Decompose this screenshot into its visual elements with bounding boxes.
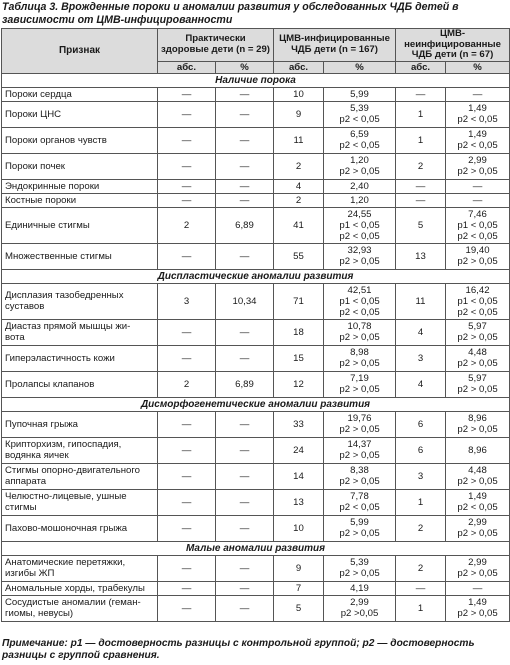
- healthy-abs: —: [158, 153, 216, 179]
- table-row: [2, 207, 510, 243]
- healthy-abs: —: [158, 581, 216, 595]
- row-label: Множественные стигмы: [2, 243, 158, 269]
- cmv-infected-abs: 11: [274, 127, 324, 153]
- row-label: Пороки сердца: [2, 87, 158, 101]
- section-title: Малые аномалии развития: [2, 541, 510, 555]
- row-label: Костные пороки: [2, 193, 158, 207]
- cmv-uninfected-abs: 13: [396, 243, 446, 269]
- healthy-pct: —: [216, 179, 274, 193]
- cmv-uninfected-abs: 6: [396, 437, 446, 463]
- cmv-infected-abs: 2: [274, 193, 324, 207]
- healthy-abs: —: [158, 345, 216, 371]
- header-abs: абс.: [274, 61, 324, 73]
- cmv-uninfected-pct: 1,49 p2 < 0,05: [446, 127, 510, 153]
- healthy-abs: 2: [158, 207, 216, 243]
- cmv-uninfected-pct: 1,49 p2 < 0,05: [446, 489, 510, 515]
- cmv-uninfected-pct: 19,40 p2 > 0,05: [446, 243, 510, 269]
- healthy-pct: —: [216, 345, 274, 371]
- cmv-infected-pct: 5,39 p2 > 0,05: [324, 555, 396, 581]
- cmv-infected-pct: 14,37 p2 > 0,05: [324, 437, 396, 463]
- cmv-infected-abs: 9: [274, 101, 324, 127]
- section-row: [2, 541, 510, 555]
- header-group-cmv-uninfected: ЦМВ-неинфицированные ЧДБ дети (n = 67): [396, 29, 510, 62]
- cmv-uninfected-pct: 16,42 p1 < 0,05 p2 < 0,05: [446, 283, 510, 319]
- cmv-infected-pct: 8,38 p2 > 0,05: [324, 463, 396, 489]
- section-row: [2, 73, 510, 87]
- cmv-infected-abs: 2: [274, 153, 324, 179]
- table-row: [2, 283, 510, 319]
- cmv-infected-abs: 4: [274, 179, 324, 193]
- header-pct: %: [216, 61, 274, 73]
- healthy-pct: —: [216, 243, 274, 269]
- table-row: [2, 581, 510, 595]
- healthy-pct: 6,89: [216, 207, 274, 243]
- cmv-uninfected-pct: 4,48 p2 > 0,05: [446, 345, 510, 371]
- healthy-pct: —: [216, 193, 274, 207]
- table-caption: Таблица 3. Врожденные пороки и аномалии развития у обследованных ЧДБ детей в зависимости от ЦМВ-инфицированности: [2, 1, 459, 26]
- cmv-infected-abs: 71: [274, 283, 324, 319]
- cmv-uninfected-pct: 8,96 p2 > 0,05: [446, 411, 510, 437]
- section-row: [2, 397, 510, 411]
- section-row: [2, 269, 510, 283]
- header-abs: абс.: [396, 61, 446, 73]
- table-row: [2, 179, 510, 193]
- row-label: Аномальные хорды, трабекулы: [2, 581, 158, 595]
- cmv-uninfected-pct: —: [446, 179, 510, 193]
- cmv-infected-pct: 5,39 p2 < 0,05: [324, 101, 396, 127]
- table-row: [2, 489, 510, 515]
- healthy-abs: —: [158, 489, 216, 515]
- row-label: Пролапсы клапанов: [2, 371, 158, 397]
- healthy-pct: —: [216, 489, 274, 515]
- healthy-abs: —: [158, 243, 216, 269]
- cmv-infected-abs: 41: [274, 207, 324, 243]
- healthy-pct: —: [216, 127, 274, 153]
- table-row: [2, 371, 510, 397]
- cmv-uninfected-abs: —: [396, 87, 446, 101]
- healthy-abs: —: [158, 463, 216, 489]
- healthy-abs: —: [158, 595, 216, 621]
- cmv-infected-pct: 32,93 p2 > 0,05: [324, 243, 396, 269]
- healthy-pct: —: [216, 153, 274, 179]
- row-label: Сосудистые аномалии (геман- гиомы, невусы): [2, 595, 158, 621]
- healthy-abs: 2: [158, 371, 216, 397]
- row-label: Пороки почек: [2, 153, 158, 179]
- healthy-abs: —: [158, 193, 216, 207]
- cmv-uninfected-pct: —: [446, 87, 510, 101]
- healthy-abs: —: [158, 87, 216, 101]
- healthy-abs: —: [158, 101, 216, 127]
- cmv-uninfected-pct: 1,49 p2 < 0,05: [446, 101, 510, 127]
- cmv-infected-pct: 1,20 p2 > 0,05: [324, 153, 396, 179]
- cmv-uninfected-abs: 11: [396, 283, 446, 319]
- cmv-infected-pct: 24,55 p1 < 0,05 p2 < 0,05: [324, 207, 396, 243]
- table-row: [2, 411, 510, 437]
- cmv-uninfected-abs: —: [396, 193, 446, 207]
- cmv-uninfected-abs: —: [396, 179, 446, 193]
- header-priznak: Признак: [2, 29, 158, 74]
- row-label: Челюстно-лицевые, ушные стигмы: [2, 489, 158, 515]
- cmv-uninfected-abs: 1: [396, 127, 446, 153]
- cmv-uninfected-pct: —: [446, 581, 510, 595]
- healthy-abs: —: [158, 127, 216, 153]
- cmv-uninfected-pct: 2,99 p2 > 0,05: [446, 153, 510, 179]
- header-abs: абс.: [158, 61, 216, 73]
- cmv-infected-abs: 13: [274, 489, 324, 515]
- cmv-uninfected-abs: 4: [396, 371, 446, 397]
- cmv-infected-abs: 33: [274, 411, 324, 437]
- table-row: [2, 437, 510, 463]
- row-label: Анатомические перетяжки, изгибы ЖП: [2, 555, 158, 581]
- cmv-uninfected-pct: 8,96: [446, 437, 510, 463]
- cmv-infected-pct: 2,99 p2 >0,05: [324, 595, 396, 621]
- cmv-infected-abs: 55: [274, 243, 324, 269]
- cmv-uninfected-abs: 4: [396, 319, 446, 345]
- healthy-abs: 3: [158, 283, 216, 319]
- row-label: Пороки органов чувств: [2, 127, 158, 153]
- healthy-pct: —: [216, 101, 274, 127]
- cmv-uninfected-pct: 2,99 p2 > 0,05: [446, 555, 510, 581]
- cmv-uninfected-abs: 1: [396, 595, 446, 621]
- table-row: [2, 515, 510, 541]
- table-row: [2, 595, 510, 621]
- table-row: [2, 345, 510, 371]
- row-label: Пахово-мошоночная грыжа: [2, 515, 158, 541]
- table-row: [2, 319, 510, 345]
- table-footnote: Примечание: p1 — достоверность разницы с контрольной группой; p2 — достоверность разницы с группой сравнения.: [2, 638, 475, 661]
- cmv-uninfected-abs: 2: [396, 515, 446, 541]
- healthy-abs: —: [158, 555, 216, 581]
- cmv-infected-abs: 18: [274, 319, 324, 345]
- cmv-infected-pct: 8,98 p2 > 0,05: [324, 345, 396, 371]
- healthy-abs: —: [158, 319, 216, 345]
- section-title: Дисморфогенетические аномалии развития: [2, 397, 510, 411]
- cmv-infected-pct: 2,40: [324, 179, 396, 193]
- cmv-infected-pct: 7,19 p2 > 0,05: [324, 371, 396, 397]
- cmv-infected-abs: 24: [274, 437, 324, 463]
- cmv-infected-pct: 5,99 p2 > 0,05: [324, 515, 396, 541]
- cmv-infected-abs: 12: [274, 371, 324, 397]
- cmv-uninfected-pct: 7,46 p1 < 0,05 p2 < 0,05: [446, 207, 510, 243]
- cmv-uninfected-abs: 3: [396, 345, 446, 371]
- section-title: Диспластические аномалии развития: [2, 269, 510, 283]
- healthy-pct: —: [216, 515, 274, 541]
- table-row: [2, 243, 510, 269]
- cmv-infected-pct: 4,19: [324, 581, 396, 595]
- cmv-infected-pct: 7,78 p2 < 0,05: [324, 489, 396, 515]
- cmv-infected-abs: 5: [274, 595, 324, 621]
- anomalies-table: [1, 28, 510, 622]
- header-pct: %: [446, 61, 510, 73]
- healthy-pct: —: [216, 463, 274, 489]
- cmv-infected-pct: 19,76 p2 > 0,05: [324, 411, 396, 437]
- row-label: Единичные стигмы: [2, 207, 158, 243]
- row-label: Пупочная грыжа: [2, 411, 158, 437]
- table-row: [2, 555, 510, 581]
- healthy-abs: —: [158, 411, 216, 437]
- cmv-infected-abs: 10: [274, 87, 324, 101]
- row-label: Пороки ЦНС: [2, 101, 158, 127]
- healthy-abs: —: [158, 515, 216, 541]
- row-label: Гиперэластичность кожи: [2, 345, 158, 371]
- healthy-pct: —: [216, 595, 274, 621]
- header-pct: %: [324, 61, 396, 73]
- cmv-uninfected-pct: 1,49 p2 > 0,05: [446, 595, 510, 621]
- cmv-uninfected-abs: 1: [396, 489, 446, 515]
- row-label: Эндокринные пороки: [2, 179, 158, 193]
- cmv-infected-pct: 5,99: [324, 87, 396, 101]
- cmv-uninfected-abs: —: [396, 581, 446, 595]
- cmv-uninfected-abs: 3: [396, 463, 446, 489]
- table-row: [2, 127, 510, 153]
- healthy-pct: 10,34: [216, 283, 274, 319]
- cmv-infected-pct: 6,59 p2 < 0,05: [324, 127, 396, 153]
- healthy-abs: —: [158, 437, 216, 463]
- header-group-cmv-infected: ЦМВ-инфицированные ЧДБ дети (n = 167): [274, 29, 396, 62]
- cmv-uninfected-abs: 1: [396, 101, 446, 127]
- cmv-infected-abs: 15: [274, 345, 324, 371]
- healthy-pct: —: [216, 555, 274, 581]
- row-label: Диастаз прямой мышцы жи- вота: [2, 319, 158, 345]
- cmv-uninfected-abs: 2: [396, 153, 446, 179]
- cmv-uninfected-pct: 2,99 p2 > 0,05: [446, 515, 510, 541]
- table-row: [2, 193, 510, 207]
- healthy-pct: —: [216, 411, 274, 437]
- healthy-pct: —: [216, 319, 274, 345]
- table-row: [2, 463, 510, 489]
- row-label: Крипторхизм, гипоспадия, водянка яичек: [2, 437, 158, 463]
- cmv-infected-pct: 1,20: [324, 193, 396, 207]
- cmv-infected-abs: 10: [274, 515, 324, 541]
- cmv-infected-pct: 42,51 p1 < 0,05 p2 < 0,05: [324, 283, 396, 319]
- cmv-uninfected-abs: 5: [396, 207, 446, 243]
- table-row: [2, 153, 510, 179]
- cmv-uninfected-pct: 5,97 p2 > 0,05: [446, 319, 510, 345]
- cmv-uninfected-abs: 2: [396, 555, 446, 581]
- cmv-infected-abs: 14: [274, 463, 324, 489]
- cmv-uninfected-abs: 6: [396, 411, 446, 437]
- cmv-infected-pct: 10,78 p2 > 0,05: [324, 319, 396, 345]
- cmv-uninfected-pct: 4,48 p2 > 0,05: [446, 463, 510, 489]
- cmv-uninfected-pct: —: [446, 193, 510, 207]
- header-group-healthy: Практически здоровые дети (n = 29): [158, 29, 274, 62]
- healthy-pct: —: [216, 437, 274, 463]
- cmv-infected-abs: 7: [274, 581, 324, 595]
- healthy-pct: —: [216, 87, 274, 101]
- row-label: Дисплазия тазобедренных суставов: [2, 283, 158, 319]
- healthy-pct: —: [216, 581, 274, 595]
- table-row: [2, 101, 510, 127]
- table-body: [2, 73, 510, 621]
- cmv-uninfected-pct: 5,97 p2 > 0,05: [446, 371, 510, 397]
- section-title: Наличие порока: [2, 73, 510, 87]
- healthy-pct: 6,89: [216, 371, 274, 397]
- cmv-infected-abs: 9: [274, 555, 324, 581]
- table-row: [2, 87, 510, 101]
- row-label: Стигмы опорно-двигательного аппарата: [2, 463, 158, 489]
- healthy-abs: —: [158, 179, 216, 193]
